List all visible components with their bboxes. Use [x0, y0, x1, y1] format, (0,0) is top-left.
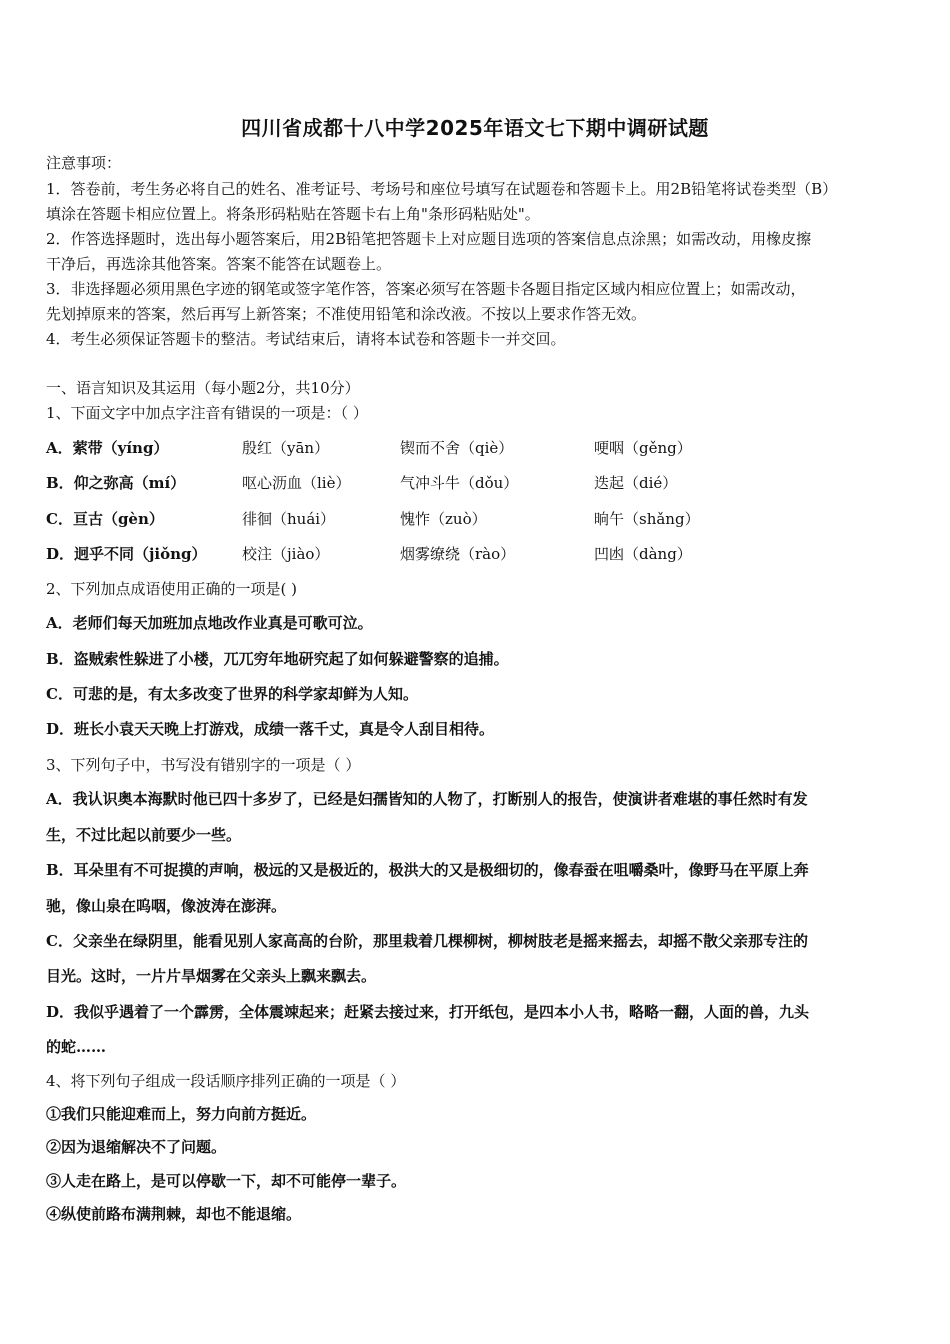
q1-option-d3: 烟雾缭绕（rào）: [400, 545, 516, 563]
q1-option-c1: C．亘古（gèn）: [46, 510, 164, 528]
notice-line: 3．非选择题必须用黑色字迹的钢笔或签字笔作答，答案必须写在答题卡各题目指定区域内相应位置上；如需改动，: [46, 280, 806, 298]
question-stem: 4、将下列句子组成一段话顺序排列正确的一项是（ ）: [46, 1072, 406, 1090]
q1-option-c3: 愧怍（zuò）: [400, 510, 487, 528]
q2-option: A．老师们每天加班加点地改作业真是可歌可泣。: [46, 614, 373, 632]
notice-line: 先划掉原来的答案，然后再写上新答案；不准使用铅笔和涂改液。不按以上要求作答无效。: [46, 305, 647, 323]
q3-option-line: C．父亲坐在绿阴里，能看见别人家高高的台阶，那里栽着几棵柳树，柳树肢老是摇来摇去，却摇不散父亲那专注的: [46, 932, 808, 950]
q2-option: B．盗贼索性躲进了小楼，兀兀穷年地研究起了如何躲避警察的追捕。: [46, 650, 509, 668]
q4-item: ①我们只能迎难而上，努力向前方挺近。: [46, 1105, 317, 1123]
q1-option-d2: 校注（jiào）: [242, 545, 330, 563]
q3-option-line: D．我似乎遇着了一个霹雳，全体震竦起来；赶紧去接过来，打开纸包，是四本小人书，略略一翻，人面的兽，九头: [46, 1003, 810, 1021]
exam-title: 四川省成都十八中学2025年语文七下期中调研试题: [241, 116, 709, 140]
q3-option-line: 的蛇……: [46, 1038, 107, 1056]
q4-item: ③人走在路上，是可以停歇一下，却不可能停一辈子。: [46, 1172, 407, 1190]
q1-option-b4: 迭起（dié）: [594, 474, 678, 492]
q1-option-b2: 呕心沥血（liè）: [242, 474, 351, 492]
q1-option-a2: 殷红（yān）: [242, 439, 330, 457]
q3-option-line: 驰，像山泉在呜咽，像波涛在澎湃。: [46, 897, 287, 915]
q3-option-line: 目光。这时，一片片旱烟雾在父亲头上飘来飘去。: [46, 967, 377, 985]
notice-heading: 注意事项：: [46, 154, 122, 172]
notice-line: 填涂在答题卡相应位置上。将条形码粘贴在答题卡右上角"条形码粘贴处"。: [46, 205, 540, 223]
q3-option-line: A．我认识奥本海默时他已四十多岁了，已经是妇孺皆知的人物了，打断别人的报告，使演讲者难堪的事任然时有发: [46, 790, 808, 808]
q1-option-d4: 凹凼（dàng）: [594, 545, 692, 563]
q4-item: ④纵使前路布满荆棘，却也不能退缩。: [46, 1205, 302, 1223]
notice-line: 干净后，再选涂其他答案。答案不能答在试题卷上。: [46, 255, 392, 273]
q3-option-line: 生，不过比起以前要少一些。: [46, 826, 242, 844]
q1-option-b1: B．仰之弥高（mí）: [46, 474, 186, 492]
q1-option-a4: 哽咽（gěng）: [594, 439, 692, 457]
notice-line: 2．作答选择题时，选出每小题答案后，用2B铅笔把答题卡上对应题目选项的答案信息点涂黑；如需改动，用橡皮擦: [46, 230, 812, 248]
q2-option: C．可悲的是，有太多改变了世界的科学家却鲜为人知。: [46, 685, 418, 703]
q1-option-a1: A．萦带（yíng）: [46, 439, 169, 457]
q1-option-b3: 气冲斗牛（dǒu）: [400, 474, 519, 492]
q4-item: ②因为退缩解决不了问题。: [46, 1138, 227, 1156]
q3-option-line: B．耳朵里有不可捉摸的声响，极远的又是极近的，极洪大的又是极细切的，像春蚕在咀嚼桑叶，像野马在平原上奔: [46, 861, 809, 879]
notice-line: 4．考生必须保证答题卡的整洁。考试结束后，请将本试卷和答题卡一并交回。: [46, 330, 566, 348]
question-stem: 2、下列加点成语使用正确的一项是( ): [46, 580, 298, 598]
q2-option: D．班长小袁天天晚上打游戏，成绩一落千丈，真是令人刮目相待。: [46, 720, 495, 738]
q1-option-c4: 晌午（shǎng）: [594, 510, 700, 528]
question-stem: 3、下列句子中，书写没有错别字的一项是（ ）: [46, 756, 361, 774]
q1-option-d1: D．迥乎不同（jiǒng）: [46, 545, 207, 563]
notice-line: 1．答卷前，考生务必将自己的姓名、准考证号、考场号和座位号填写在试题卷和答题卡上。用2B铅笔将试卷类型（B）: [46, 180, 838, 198]
section-heading: 一、语言知识及其运用（每小题2分，共10分）: [46, 379, 360, 397]
q1-option-a3: 锲而不舍（qiè）: [400, 439, 514, 457]
question-stem: 1、下面文字中加点字注音有错误的一项是：（ ）: [46, 404, 368, 422]
q1-option-c2: 徘徊（huái）: [242, 510, 336, 528]
